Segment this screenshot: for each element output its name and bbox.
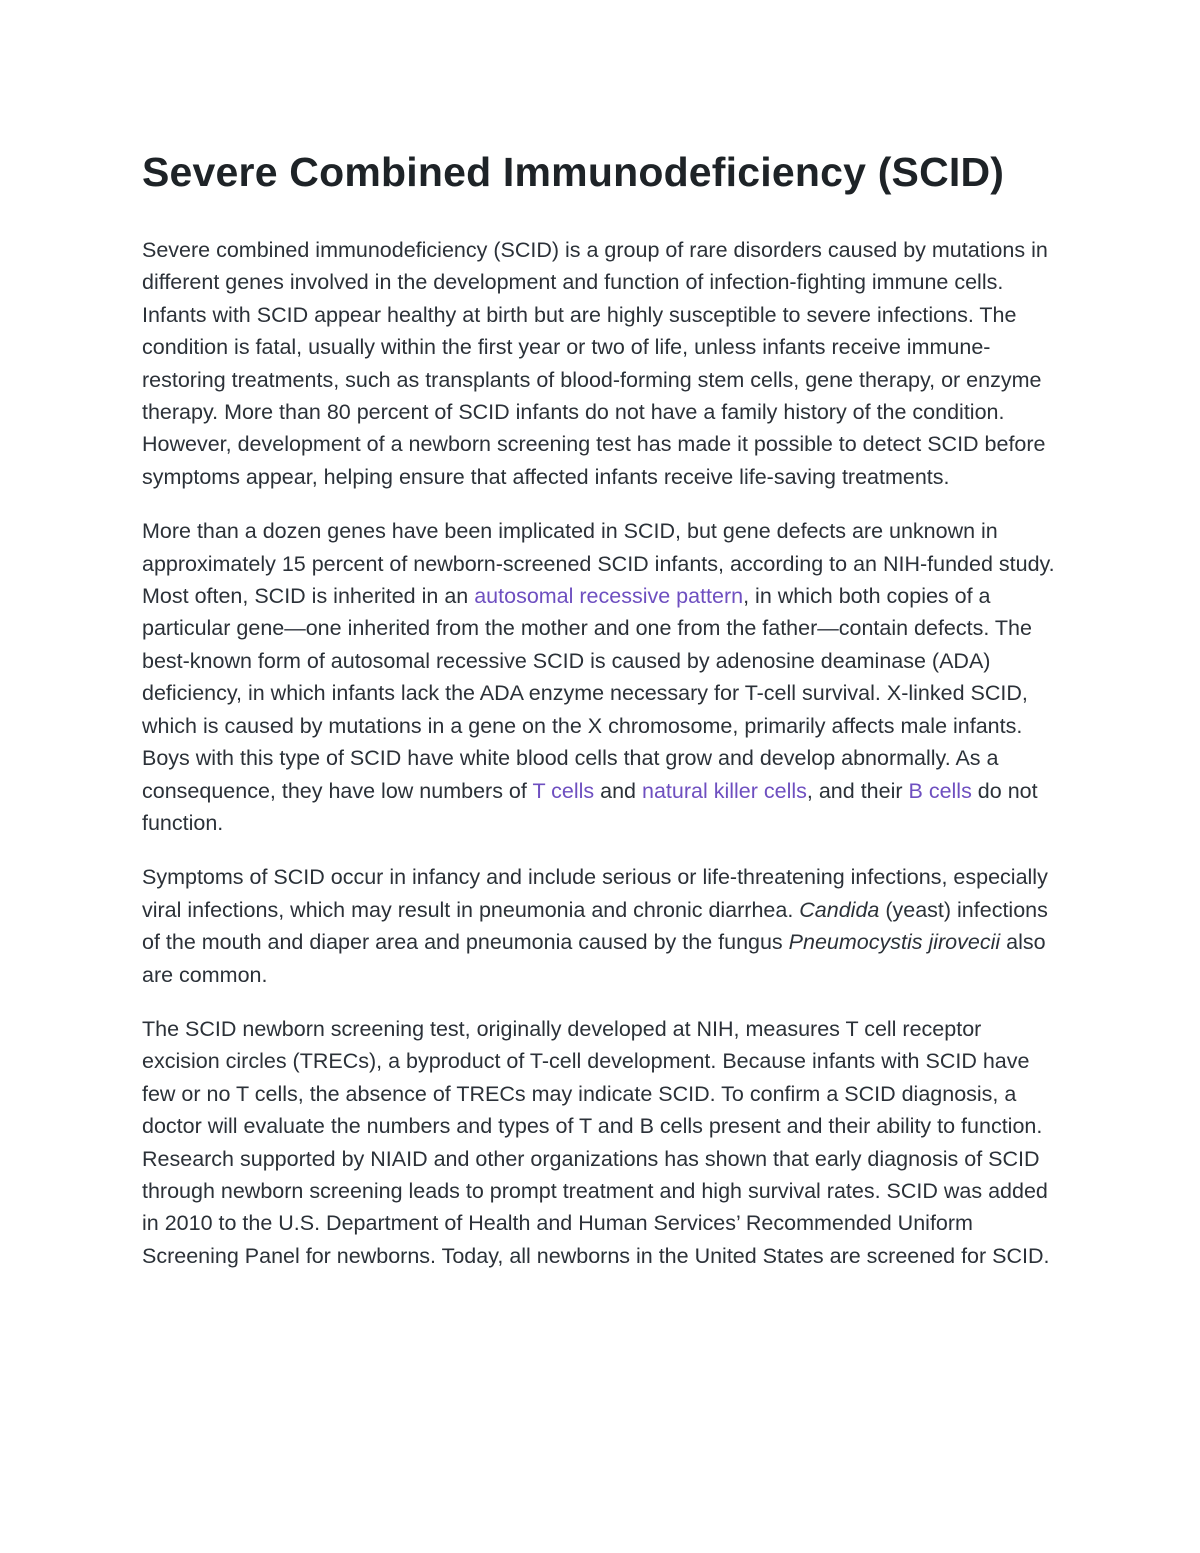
paragraph-symptoms [142,861,1062,991]
paragraph-genetics-text-a: More than a dozen genes have been implicated in SCID, but gene defects are unknown in approximately 15 percent of newborn-screened SCID infants, according to an NIH-funded study. Most often, SCID is inherited in an [142,519,1055,609]
italic-candida: Candida [799,897,880,922]
link-t-cells[interactable]: T cells [532,778,595,803]
paragraph-genetics-text-e: do not function. [142,778,1038,835]
italic-pneumocystis: Pneumocystis jirovecii [788,930,1001,955]
paragraph-symptoms-text-c: also are common. [142,930,1046,987]
paragraph-symptoms-text-a: Symptoms of SCID occur in infancy and include serious or life-threatening infections, especially viral infections, which may result in pneumonia and chronic diarrhea. [142,865,1048,922]
paragraph-genetics-text-b: , in which both copies of a particular gene—one inherited from the mother and one from the father—contain defects. The best-known form of autosomal recessive SCID is caused by adenosine deaminase (ADA) deficiency, in which infants lack the ADA enzyme necessary for T-cell survival. X-linked SCID, which is caused by mutations in a gene on the X chromosome, primarily affects male infants. Boys with this type of SCID have white blood cells that grow and develop abnormally. As a consequence, they have low numbers of [142,584,1032,803]
paragraph-genetics [142,515,1062,839]
paragraph-genetics-text-c: and [594,778,642,803]
paragraph-symptoms-text-b: (yeast) infections of the mouth and diaper area and pneumonia caused by the fungus [142,897,1048,955]
paragraph-intro: Severe combined immunodeficiency (SCID) is a group of rare disorders caused by mutations in different genes involved in the development and function of infection-fighting immune cells. Infants with SCID appear healthy at birth but are highly susceptible to severe infections. The condition is fatal, usually within the first year or two of life, unless infants receive immune-restoring treatments, such as transplants of blood-forming stem cells, gene therapy, or enzyme therapy. More than 80 percent of SCID infants do not have a family history of the condition. However, development of a newborn screening test has made it possible to detect SCID before symptoms appear, helping ensure that affected infants receive life-saving treatments. [142,238,1048,489]
paragraph-genetics-text-d: , and their [806,778,909,803]
paragraph-screening: The SCID newborn screening test, originally developed at NIH, measures T cell receptor excision circles (TRECs), a byproduct of T-cell development. Because infants with SCID have few or no T cells, the absence of TRECs may indicate SCID. To confirm a SCID diagnosis, a doctor will evaluate the numbers and types of T and B cells present and their ability to function. Research supported by NIAID and other organizations has shown that early diagnosis of SCID through newborn screening leads to prompt treatment and high survival rates. SCID was added in 2010 to the U.S. Department of Health and Human Services’ Recommended Uniform Screening Panel for newborns. Today, all newborns in the United States are screened for SCID. [142,1016,1050,1268]
page-title: Severe Combined Immunodeficiency (SCID) [142,149,1005,195]
link-natural-killer-cells[interactable]: natural killer cells [642,778,807,803]
link-autosomal-recessive-pattern[interactable]: autosomal recessive pattern [474,584,744,609]
document-page [142,140,1062,1272]
link-b-cells[interactable]: B cells [908,778,972,803]
